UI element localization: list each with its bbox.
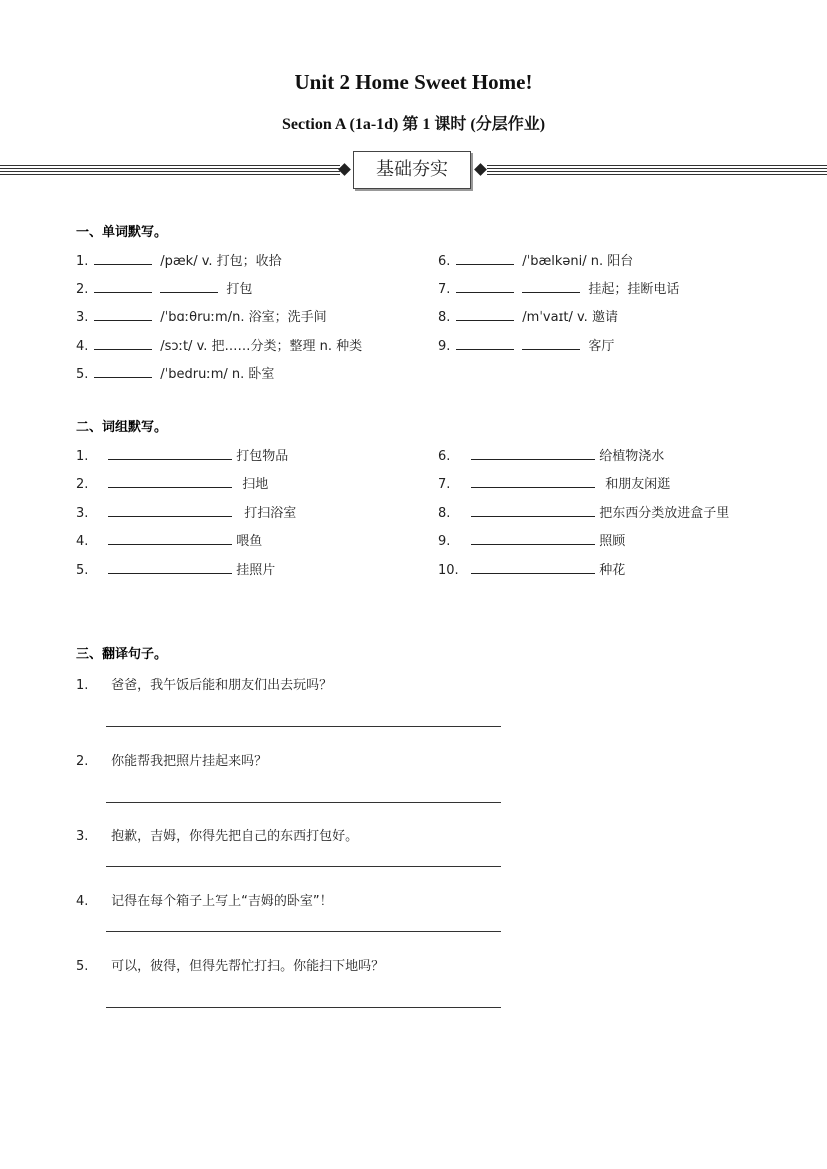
banner-rule <box>0 171 340 172</box>
answer-line[interactable] <box>106 931 501 932</box>
answer-blank[interactable] <box>471 447 595 460</box>
answer-line[interactable] <box>106 866 501 867</box>
answer-blank[interactable] <box>94 308 152 321</box>
vocab-item: 9. 客厅 <box>438 339 615 354</box>
vocab-item: 3. /ˈbɑːθruːm/n. 浴室；洗手间 <box>76 310 327 325</box>
answer-blank[interactable] <box>522 280 580 293</box>
answer-blank[interactable] <box>471 504 595 517</box>
vocab-item: 1. /pæk/ v. 打包；收拾 <box>76 254 282 269</box>
phrase-item: 1. 打包物品 <box>76 449 289 464</box>
vocab-item: 4. /sɔːt/ v. 把……分类；整理 n. 种类 <box>76 339 363 354</box>
translate-item: 2. 你能帮我把照片挂起来吗？ <box>76 754 268 769</box>
banner-rule <box>487 168 827 169</box>
page-subtitle: Section A (1a-1d) 第 1 课时 (分层作业) <box>281 116 546 133</box>
banner-rule <box>0 168 340 169</box>
translate-item: 5. 可以，彼得，但得先帮忙打扫。你能扫下地吗？ <box>76 959 385 974</box>
answer-line[interactable] <box>106 726 501 727</box>
answer-blank[interactable] <box>456 308 514 321</box>
answer-blank[interactable] <box>108 447 232 460</box>
answer-blank[interactable] <box>108 475 232 488</box>
answer-line[interactable] <box>106 1007 501 1008</box>
section-heading: 一、单词默写。 <box>76 225 168 240</box>
diamond-icon <box>338 163 351 176</box>
translate-item: 3. 抱歉，吉姆，你得先把自己的东西打包好。 <box>76 829 359 844</box>
phrase-item: 9. 照顾 <box>438 534 626 549</box>
page-title: Unit 2 Home Sweet Home! <box>294 70 533 94</box>
vocab-item: 6. /ˈbælkəni/ n. 阳台 <box>438 254 634 269</box>
vocab-item: 7. 挂起；挂断电话 <box>438 282 680 297</box>
answer-blank[interactable] <box>471 561 595 574</box>
answer-blank[interactable] <box>94 280 152 293</box>
answer-blank[interactable] <box>94 337 152 350</box>
answer-blank[interactable] <box>108 504 232 517</box>
answer-blank[interactable] <box>522 337 580 350</box>
answer-blank[interactable] <box>94 365 152 378</box>
phrase-item: 2. 扫地 <box>76 477 269 492</box>
section-heading: 三、翻译句子。 <box>76 647 168 662</box>
banner-rule <box>487 171 827 172</box>
answer-blank[interactable] <box>108 561 232 574</box>
phrase-item: 4. 喂鱼 <box>76 534 263 549</box>
answer-blank[interactable] <box>456 280 514 293</box>
answer-blank[interactable] <box>456 337 514 350</box>
answer-blank[interactable] <box>160 280 218 293</box>
banner-rule <box>487 165 827 166</box>
banner-rule <box>0 174 340 175</box>
phrase-item: 3. 打扫浴室 <box>76 506 297 521</box>
answer-blank[interactable] <box>471 532 595 545</box>
banner-rule <box>487 174 827 175</box>
banner-rule <box>0 165 340 166</box>
vocab-item: 8. /mˈvaɪt/ v. 邀请 <box>438 310 618 325</box>
phrase-item: 7. 和朋友闲逛 <box>438 477 671 492</box>
section-heading: 二、词组默写。 <box>76 420 168 435</box>
answer-blank[interactable] <box>471 475 595 488</box>
phrase-item: 8. 把东西分类放进盒子里 <box>438 506 730 521</box>
translate-item: 1. 爸爸，我午饭后能和朋友们出去玩吗？ <box>76 678 333 693</box>
answer-line[interactable] <box>106 802 501 803</box>
answer-blank[interactable] <box>94 252 152 265</box>
phrase-item: 6. 给植物浇水 <box>438 449 665 464</box>
answer-blank[interactable] <box>456 252 514 265</box>
phrase-item: 5. 挂照片 <box>76 563 276 578</box>
banner-label: 基础夯实 <box>353 151 471 189</box>
phrase-item: 10. 种花 <box>438 563 626 578</box>
diamond-icon <box>474 163 487 176</box>
vocab-item: 5. /ˈbedruːm/ n. 卧室 <box>76 367 275 382</box>
translate-item: 4. 记得在每个箱子上写上“吉姆的卧室”！ <box>76 894 333 909</box>
answer-blank[interactable] <box>108 532 232 545</box>
vocab-item: 2. 打包 <box>76 282 253 297</box>
